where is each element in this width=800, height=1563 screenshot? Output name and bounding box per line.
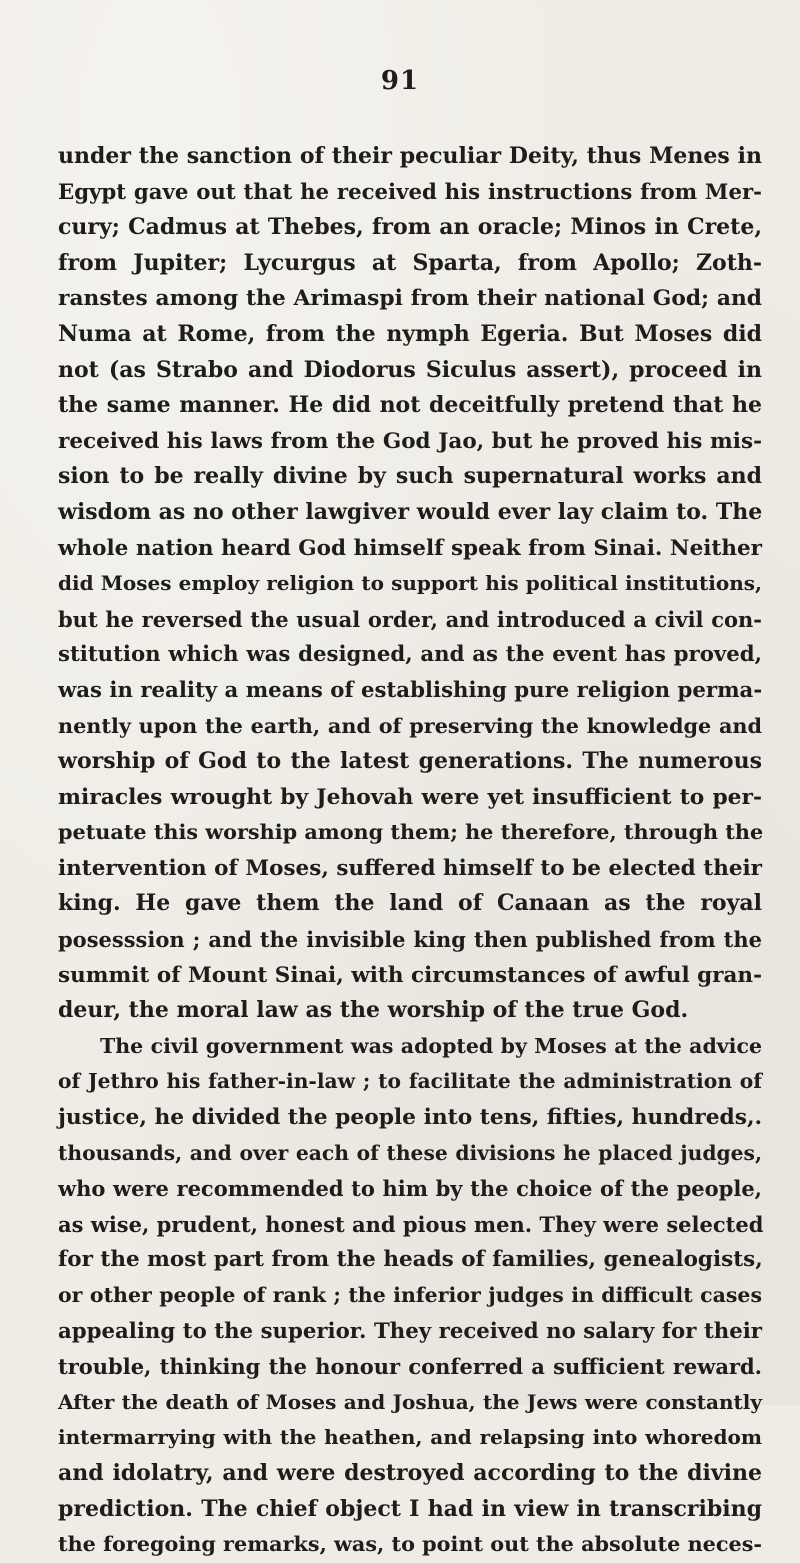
text-line: the same manner. He did not deceitfully pretend that he [58,392,762,419]
text-line: from Jupiter; Lycurgus at Sparta, from Apollo; Zoth- [58,249,762,276]
text-line: but he reversed the usual order, and introduced a civil con- [58,606,762,632]
text-line: appealing to the superior. They received no salary for their [58,1318,762,1344]
text-line: deur, the moral law as the worship of the true God. [58,997,689,1024]
text-line: summit of Mount Sinai, with circumstances of awful gran- [58,962,762,988]
text-line: whole nation heard God himself speak from Sinai. Neither [58,535,762,561]
text-line: miracles wrought by Jehovah were yet insufficient to per- [58,784,762,810]
text-line: justice, he divided the people into tens, fifties, hundreds,. [58,1105,763,1131]
text-line: or other people of rank ; the inferior judges in difficult cases [58,1283,762,1307]
text-line: trouble, thinking the honour conferred a sufficient reward. [58,1354,762,1380]
text-line: not (as Strabo and Diodorus Siculus assert), proceed in [58,356,762,383]
text-line: intermarrying with the heathen, and relapsing into whoredom [58,1425,762,1450]
text-line: intervention of Moses, suffered himself to be elected their [58,855,762,881]
text-line: did Moses employ religion to support his political institutions, [58,571,762,596]
text-line: cury; Cadmus at Thebes, from an oracle; Minos in Crete, [58,214,762,241]
text-line: worship of God to the latest generations. The numerous [58,748,762,775]
text-line: as wise, prudent, honest and pious men. They were selected [58,1211,764,1237]
text-line: petuate this worship among them; he therefore, through the [58,820,764,845]
text-line: The civil government was adopted by Moses at the advice [100,1033,762,1058]
text-line: of Jethro his father-in-law ; to facilitate the administration of [58,1069,762,1094]
text-line: Numa at Rome, from the nymph Egeria. But Moses did [58,320,762,347]
text-line: wisdom as no other lawgiver would ever lay claim to. The [58,498,763,525]
text-line: stitution which was designed, and as the event has proved, [58,642,762,668]
text-line: ranstes among the Arimaspi from their national God; and [58,286,762,312]
text-line: the foregoing remarks, was, to point out the absolute neces- [58,1532,762,1557]
text-line: Egypt gave out that he received his instructions from Mer- [58,179,762,205]
text-line: posesssion ; and the invisible king then published from the [58,927,762,953]
text-line: nently upon the earth, and of preserving the knowledge and [58,713,762,738]
text-line: thousands, and over each of these divisions he placed judges, [58,1140,762,1165]
text-line: was in reality a means of establishing pure religion perma- [58,677,763,703]
text-line: for the most part from the heads of families, genealogists, [58,1247,763,1273]
text-line: received his laws from the God Jao, but he proved his mis- [58,428,762,454]
text-line: prediction. The chief object I had in view in transcribing [58,1495,762,1522]
text-line: and idolatry, and were destroyed according to the divine [58,1459,762,1486]
text-line: who were recommended to him by the choice of the people, [58,1176,762,1202]
body-text [58,139,762,1563]
text-line: king. He gave them the land of Canaan as the royal [58,890,762,917]
page-number: 91 [380,66,420,96]
text-line: under the sanction of their peculiar Deity, thus Menes in [58,143,762,169]
text-line: sion to be really divine by such supernatural works and [58,463,762,490]
text-line: After the death of Moses and Joshua, the Jews were constantly [58,1389,762,1414]
